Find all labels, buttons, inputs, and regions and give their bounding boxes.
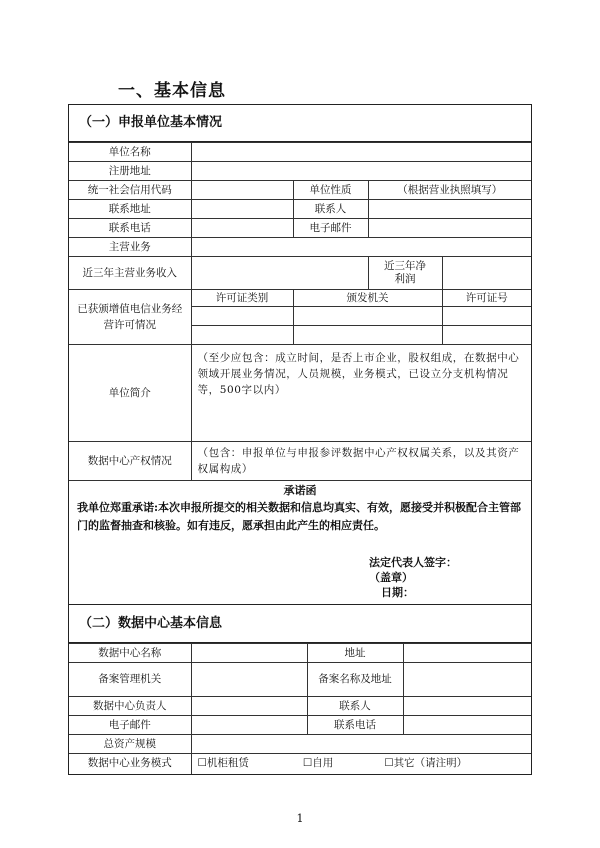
label-contact-phone: 联系电话 [69, 219, 191, 238]
label-dc-manager: 数据中心负责人 [69, 697, 191, 716]
input-contact-person-2[interactable] [403, 697, 531, 716]
input-revenue[interactable] [191, 257, 368, 290]
label-contact-person: 联系人 [293, 200, 368, 219]
label-address: 地址 [307, 644, 403, 663]
input-issuing-authority-2[interactable] [293, 326, 442, 345]
label-total-assets: 总资产规模 [69, 735, 191, 754]
label-record-authority: 备案管理机关 [69, 663, 191, 697]
input-total-assets[interactable] [191, 735, 531, 754]
label-revenue: 近三年主营业务收入 [69, 257, 191, 290]
datacenter-table [69, 643, 531, 774]
input-dc-manager[interactable] [191, 697, 307, 716]
label-net-profit: 近三年净利润 [368, 257, 442, 290]
label-ownership: 数据中心产权情况 [69, 442, 191, 481]
checkbox-icon[interactable]: ☐ [302, 757, 313, 770]
label-unit-name: 单位名称 [69, 143, 191, 162]
input-unit-name[interactable] [191, 143, 531, 162]
col-license-no: 许可证号 [442, 290, 531, 307]
page-number: 1 [296, 812, 304, 825]
input-issuing-authority[interactable] [293, 307, 442, 326]
input-contact-address[interactable] [191, 200, 293, 219]
label-record-name-address: 备案名称及地址 [307, 663, 403, 697]
label-email-2: 电子邮件 [69, 716, 191, 735]
applicant-table [69, 142, 531, 604]
section-header-2: （二）数据中心基本信息 [69, 605, 531, 643]
input-contact-phone[interactable] [191, 219, 293, 238]
checkbox-icon[interactable]: ☐ [197, 757, 207, 770]
seal-label: （盖章） [369, 571, 413, 584]
input-record-authority[interactable] [191, 663, 307, 697]
date-label[interactable]: 日期： [381, 586, 414, 599]
label-unit-nature: 单位性质 [293, 181, 368, 200]
input-license-no[interactable] [442, 307, 531, 326]
input-dc-name[interactable] [191, 644, 307, 663]
label-email: 电子邮件 [293, 219, 368, 238]
input-reg-address[interactable] [191, 162, 531, 181]
input-license-no-2[interactable] [442, 326, 531, 345]
input-email-2[interactable] [191, 716, 307, 735]
commitment-title: 承诺函 [283, 484, 317, 497]
page-title: 一、基本信息 [118, 81, 226, 101]
input-main-business[interactable] [191, 238, 531, 257]
section-header: （一）申报单位基本情况 [69, 105, 531, 142]
profile-field[interactable]: （至少应包含：成立时间，是否上市企业，股权组成，在数据中心领域开展业务情况，人员规模，业务模式，已设立分支机构情况等，500字以内） [191, 345, 531, 442]
input-credit-code[interactable] [191, 181, 293, 200]
label-contact-address: 联系地址 [69, 200, 191, 219]
input-license-type-2[interactable] [191, 326, 293, 345]
label-business-mode: 数据中心业务模式 [69, 754, 191, 774]
input-address[interactable] [403, 644, 531, 663]
ownership-field[interactable]: （包含：申报单位与申报参评数据中心产权权属关系，以及其资产权属构成） [191, 442, 531, 481]
option-rack-rental[interactable]: ☐机柜租赁 [197, 757, 249, 770]
section-datacenter-info [68, 604, 532, 775]
label-contact-phone-2: 联系电话 [307, 716, 403, 735]
label-reg-address: 注册地址 [69, 162, 191, 181]
checkbox-icon[interactable]: ☐ [384, 757, 394, 770]
business-mode-options [191, 754, 531, 774]
label-credit-code: 统一社会信用代码 [69, 181, 191, 200]
input-license-type[interactable] [191, 307, 293, 326]
signature-label[interactable]: 法定代表人签字： [369, 556, 457, 569]
col-issuing-authority: 颁发机关 [293, 290, 442, 307]
input-net-profit[interactable] [442, 257, 531, 290]
input-contact-phone-2[interactable] [403, 716, 531, 735]
label-license-status: 已获颁增值电信业务经营许可情况 [69, 290, 191, 345]
label-contact-person-2: 联系人 [307, 697, 403, 716]
commitment-body: 我单位郑重承诺:本次申报所提交的相关数据和信息均真实、有效，愿接受并积极配合主管部门的监督抽查和核验。如有违反，愿承担由此产生的相应责任。 [77, 501, 522, 532]
commitment-letter [69, 481, 531, 604]
col-license-type: 许可证类别 [191, 290, 293, 307]
unit-nature-hint[interactable]: （根据营业执照填写） [368, 181, 531, 200]
input-email[interactable] [368, 219, 531, 238]
section-applicant-info [68, 104, 532, 605]
commitment-cell [69, 481, 531, 605]
label-dc-name: 数据中心名称 [69, 644, 191, 663]
label-main-business: 主营业务 [69, 238, 191, 257]
label-profile: 单位简介 [69, 345, 191, 442]
option-self-use[interactable]: ☐自用 [302, 757, 334, 770]
option-other[interactable]: ☐其它（请注明） [384, 757, 468, 770]
input-contact-person[interactable] [368, 200, 531, 219]
input-record-name-address[interactable] [403, 663, 531, 697]
